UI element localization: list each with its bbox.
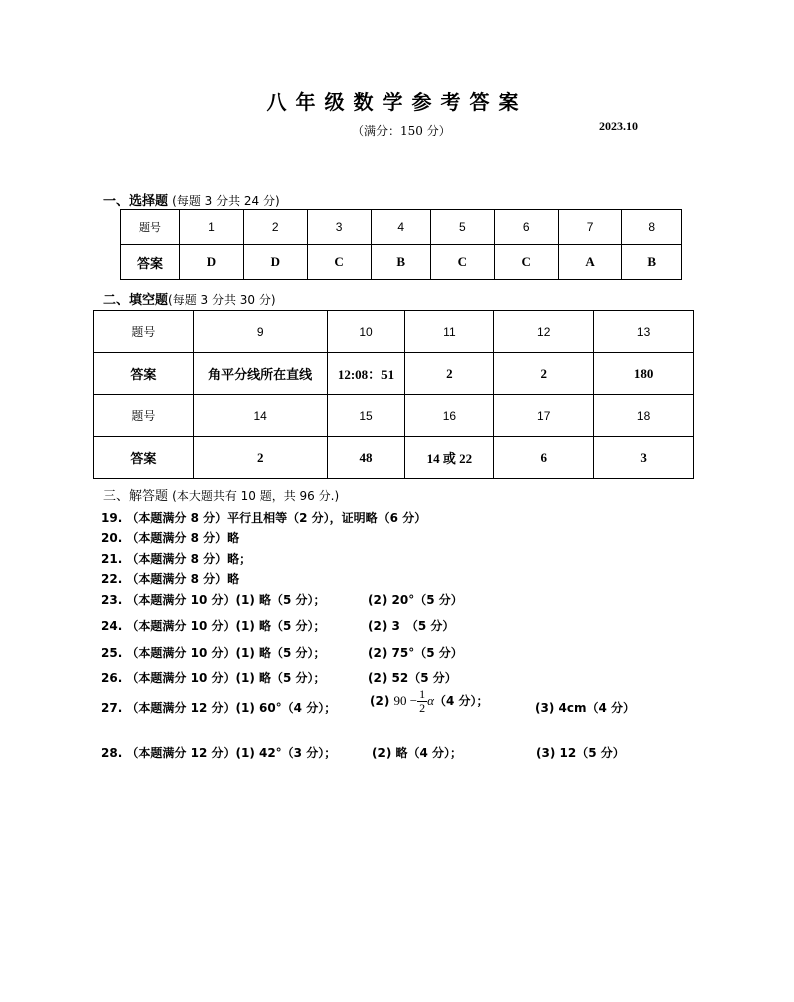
question-number: 16 [405, 395, 494, 437]
question-number: 15 [327, 395, 405, 437]
answer-cell: 6 [494, 437, 594, 479]
question-number: 18 [594, 395, 694, 437]
question-number: 12 [494, 311, 594, 353]
q27-part2-suffix: （4 分）； [433, 694, 489, 708]
row-label-number: 题号 [121, 210, 180, 245]
choice-answer-table [120, 209, 682, 280]
answer-q25-part1: 25. （本题满分 10 分）(1) 略（5 分）； [101, 646, 326, 660]
question-number: 8 [622, 210, 682, 245]
answer-q20: 20. （本题满分 8 分）略 [101, 531, 240, 545]
table-row [121, 210, 682, 245]
answer-cell: 2 [494, 353, 594, 395]
answer-cell: 180 [594, 353, 694, 395]
answer-q26-part2: (2) 52（5 分） [368, 671, 457, 685]
table-row [94, 395, 694, 437]
answer-cell: C [307, 245, 371, 280]
section1-note: (每题 3 分共 24 分) [172, 194, 280, 208]
table-row [121, 245, 682, 280]
section3-note: (本大题共有 10 题，共 96 分.) [172, 489, 340, 503]
question-number: 7 [558, 210, 622, 245]
date-label: 2023.10 [599, 119, 638, 133]
answer-cell: 14 或 22 [405, 437, 494, 479]
table-row [94, 353, 694, 395]
answer-cell: 2 [193, 437, 327, 479]
question-number: 9 [193, 311, 327, 353]
answer-cell: B [371, 245, 430, 280]
section2-heading [103, 289, 276, 308]
answer-q23-part2: (2) 20°（5 分） [368, 593, 463, 607]
answer-cell: C [430, 245, 494, 280]
section1-heading [103, 190, 280, 209]
answer-cell: 角平分线所在直线 [193, 353, 327, 395]
question-number: 1 [180, 210, 244, 245]
question-number: 11 [405, 311, 494, 353]
answer-cell: D [180, 245, 244, 280]
row-label-answer: 答案 [121, 245, 180, 280]
answer-q25-part2: (2) 75°（5 分） [368, 646, 463, 660]
row-label-number: 题号 [94, 311, 194, 353]
q27-expression-lead: 90 − [393, 693, 418, 708]
answer-q22: 22. （本题满分 8 分）略 [101, 572, 240, 586]
fill-answer-table [93, 310, 694, 479]
answer-q28-part3: (3) 12（5 分） [536, 746, 625, 760]
row-label-number: 题号 [94, 395, 194, 437]
question-number: 3 [307, 210, 371, 245]
table-row [94, 311, 694, 353]
answer-q23-part1: 23. （本题满分 10 分）(1) 略（5 分）； [101, 593, 326, 607]
question-number: 10 [327, 311, 405, 353]
q27-expression-var: α [427, 693, 434, 708]
question-number: 2 [243, 210, 307, 245]
answer-q21: 21. （本题满分 8 分）略； [101, 552, 252, 566]
question-number: 13 [594, 311, 694, 353]
question-number: 5 [430, 210, 494, 245]
fraction-denominator: 2 [419, 701, 426, 715]
answer-q19: 19. （本题满分 8 分）平行且相等（2 分），证明略（6 分） [101, 511, 427, 525]
answer-q24-part2: (2) 3 （5 分） [368, 619, 455, 633]
answer-q28-part2: (2) 略（4 分）； [372, 746, 463, 760]
answer-cell: 3 [594, 437, 694, 479]
q27-part2-prefix: (2) [370, 694, 390, 708]
section3-title: 三、解答题 [103, 489, 169, 504]
page-title: 八年级数学参考答案 [266, 90, 528, 114]
answer-q28-part1: 28. （本题满分 12 分）(1) 42°（3 分）； [101, 746, 337, 760]
question-number: 14 [193, 395, 327, 437]
section1-title: 一、选择题 [103, 194, 169, 209]
answer-cell: C [494, 245, 558, 280]
answer-q27-part2 [370, 688, 488, 715]
answer-q24-part1: 24. （本题满分 10 分）(1) 略（5 分）； [101, 619, 326, 633]
answer-cell: 2 [405, 353, 494, 395]
answer-q26-part1: 26. （本题满分 10 分）(1) 略（5 分）； [101, 671, 326, 685]
fraction-numerator: 1 [419, 687, 426, 701]
answer-cell: D [243, 245, 307, 280]
row-label-answer: 答案 [94, 353, 194, 395]
section2-note: (每题 3 分共 30 分) [168, 293, 276, 307]
answer-q27-part3: (3) 4cm（4 分） [535, 701, 635, 715]
full-score-note: （满分：150 分） [352, 124, 451, 138]
question-number: 17 [494, 395, 594, 437]
row-label-answer: 答案 [94, 437, 194, 479]
section2-title: 二、填空题 [103, 293, 169, 308]
answer-cell: A [558, 245, 622, 280]
answer-cell: B [622, 245, 682, 280]
answer-q27-part1: 27. （本题满分 12 分）(1) 60°（4 分）； [101, 701, 337, 715]
table-row [94, 437, 694, 479]
question-number: 4 [371, 210, 430, 245]
question-number: 6 [494, 210, 558, 245]
fraction [417, 688, 427, 715]
answer-cell: 48 [327, 437, 405, 479]
answer-cell: 12:08：51 [327, 353, 405, 395]
section3-heading [103, 485, 339, 504]
